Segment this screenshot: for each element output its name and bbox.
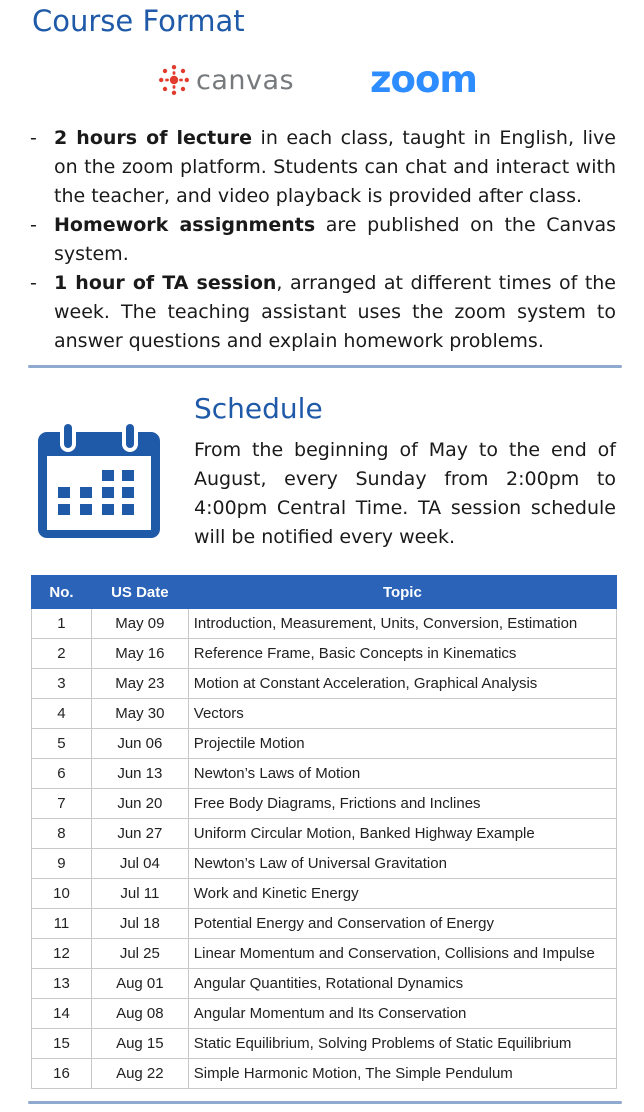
cell-date: Jul 11 — [91, 879, 188, 909]
cell-date: Jun 20 — [91, 789, 188, 819]
canvas-logo-word: canvas — [196, 64, 295, 96]
table-row — [32, 999, 617, 1029]
section-divider — [28, 365, 622, 368]
bullet-bold: Homework assignments — [54, 214, 316, 236]
bullet-bold: 1 hour of TA session — [54, 272, 277, 294]
course-format-list — [30, 124, 616, 356]
cell-topic: Reference Frame, Basic Concepts in Kinematics — [188, 639, 616, 669]
cell-topic: Newton’s Law of Universal Gravitation — [188, 849, 616, 879]
cell-topic: Linear Momentum and Conservation, Collisions and Impulse — [188, 939, 616, 969]
cell-no: 12 — [32, 939, 92, 969]
schedule-description: From the beginning of May to the end of August, every Sunday from 2:00pm to 4:00pm Central Time. TA session schedule will be notified every week. — [194, 439, 616, 548]
cell-date: Jul 18 — [91, 909, 188, 939]
list-item: - 1 hour of TA session, arranged at different times of the week. The teaching assistant uses the zoom system to answer questions and explain homework problems. — [30, 272, 616, 352]
cell-topic: Work and Kinetic Energy — [188, 879, 616, 909]
cell-topic: Simple Harmonic Motion, The Simple Pendulum — [188, 1059, 616, 1089]
cell-no: 1 — [32, 609, 92, 639]
table-row — [32, 1059, 617, 1089]
table-row — [32, 669, 617, 699]
cell-topic: Static Equilibrium, Solving Problems of Static Equilibrium — [188, 1029, 616, 1059]
calendar-icon — [38, 420, 160, 540]
table-row — [32, 879, 617, 909]
cell-date: May 23 — [91, 669, 188, 699]
cell-date: Aug 15 — [91, 1029, 188, 1059]
cell-no: 2 — [32, 639, 92, 669]
cell-no: 11 — [32, 909, 92, 939]
canvas-logo-icon — [158, 64, 190, 96]
cell-no: 7 — [32, 789, 92, 819]
table-row — [32, 609, 617, 639]
bullet-text: in each class, taught in English, live on the zoom platform. Students can chat and interact with the teacher, and video playback is provided after class. — [54, 127, 616, 207]
cell-topic: Introduction, Measurement, Units, Conversion, Estimation — [188, 609, 616, 639]
cell-date: Jun 13 — [91, 759, 188, 789]
cell-no: 4 — [32, 699, 92, 729]
cell-date: Jun 06 — [91, 729, 188, 759]
cell-topic: Projectile Motion — [188, 729, 616, 759]
cell-no: 13 — [32, 969, 92, 999]
cell-no: 10 — [32, 879, 92, 909]
table-row — [32, 1029, 617, 1059]
cell-date: Jun 27 — [91, 819, 188, 849]
table-row — [32, 849, 617, 879]
table-row — [32, 639, 617, 669]
table-row — [32, 699, 617, 729]
column-header-no: No. — [32, 576, 92, 609]
cell-date: Aug 08 — [91, 999, 188, 1029]
cell-date: May 30 — [91, 699, 188, 729]
cell-date: May 09 — [91, 609, 188, 639]
table-row — [32, 789, 617, 819]
cell-no: 15 — [32, 1029, 92, 1059]
cell-date: Jul 25 — [91, 939, 188, 969]
table-row — [32, 909, 617, 939]
cell-topic: Newton’s Laws of Motion — [188, 759, 616, 789]
table-row — [32, 729, 617, 759]
cell-no: 14 — [32, 999, 92, 1029]
table-row — [32, 819, 617, 849]
table-row — [32, 759, 617, 789]
cell-topic: Motion at Constant Acceleration, Graphical Analysis — [188, 669, 616, 699]
table-row — [32, 969, 617, 999]
cell-date: Aug 22 — [91, 1059, 188, 1089]
schedule-title: Schedule — [194, 392, 323, 425]
cell-date: May 16 — [91, 639, 188, 669]
cell-no: 3 — [32, 669, 92, 699]
zoom-logo: zoom — [370, 58, 477, 101]
cell-topic: Uniform Circular Motion, Banked Highway Example — [188, 819, 616, 849]
table-header-row — [32, 576, 617, 609]
column-header-date: US Date — [91, 576, 188, 609]
cell-no: 6 — [32, 759, 92, 789]
bullet-bold: 2 hours of lecture — [54, 127, 253, 149]
cell-topic: Potential Energy and Conservation of Energy — [188, 909, 616, 939]
column-header-topic: Topic — [188, 576, 616, 609]
cell-date: Aug 01 — [91, 969, 188, 999]
bottom-divider — [28, 1101, 622, 1104]
bullet-text: , arranged at different times of the week. The teaching assistant uses the zoom system to answer questions and explain homework problems. — [54, 272, 616, 352]
bullet-text: are published on the Canvas system. — [54, 214, 617, 265]
schedule-table — [31, 575, 617, 1089]
cell-topic: Vectors — [188, 699, 616, 729]
cell-topic: Free Body Diagrams, Frictions and Inclines — [188, 789, 616, 819]
cell-topic: Angular Momentum and Its Conservation — [188, 999, 616, 1029]
list-item: - 2 hours of lecture in each class, taught in English, live on the zoom platform. Students can chat and interact with the teacher, and video playback is provided after class. — [30, 127, 616, 207]
cell-date: Jul 04 — [91, 849, 188, 879]
course-format-title: Course Format — [32, 4, 245, 38]
cell-no: 8 — [32, 819, 92, 849]
cell-no: 16 — [32, 1059, 92, 1089]
cell-no: 5 — [32, 729, 92, 759]
cell-no: 9 — [32, 849, 92, 879]
table-row — [32, 939, 617, 969]
cell-topic: Angular Quantities, Rotational Dynamics — [188, 969, 616, 999]
list-item: - Homework assignments are published on the Canvas system. — [30, 214, 617, 265]
canvas-logo — [158, 62, 294, 98]
